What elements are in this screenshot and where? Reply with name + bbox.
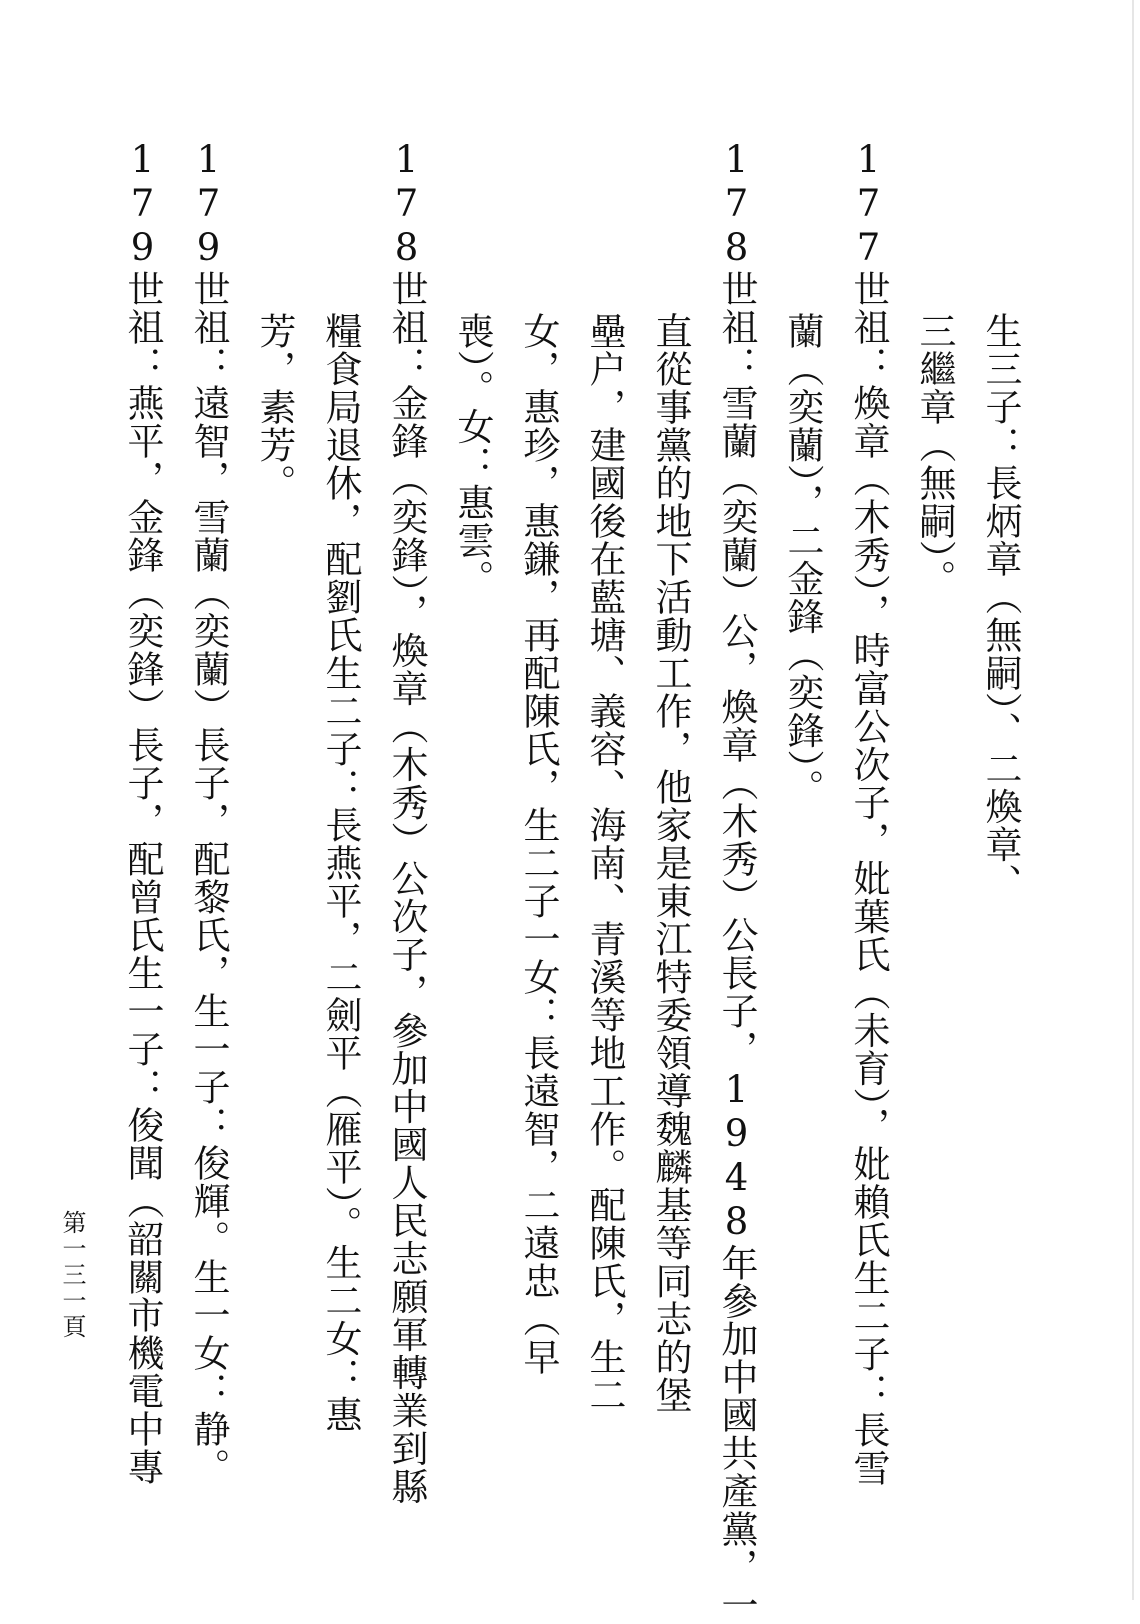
text-column-4: 蘭（奕蘭），二金鋒（奕鋒）。 — [781, 312, 824, 807]
text-column-3: 177世祖：煥章（木秀），時富公次子，妣葉氏（未育），妣賴氏生二子：長雪 — [847, 138, 890, 1487]
text-column-12: 芳，素芳。 — [253, 312, 296, 502]
text-column-8: 女，惠珍，惠鎌，再配陳氏，生二子一女：長遠智，二遠忠（早 — [517, 312, 560, 1376]
text-column-7: 壘户，建國後在藍塘、義容、海南、青溪等地工作。配陳氏，生二 — [583, 312, 626, 1414]
text-column-6: 直從事黨的地下活動工作，他家是東江特委領導魏麟基等同志的堡 — [649, 312, 692, 1414]
text-column-10: 178世祖：金鋒（奕鋒），煥章（木秀）公次子，參加中國人民志願軍轉業到縣 — [385, 138, 428, 1506]
scan-edge-line — [1132, 0, 1134, 1600]
text-column-14: 179世祖：燕平，金鋒（奕鋒）長子，配曾氏生一子：俊聞（韶關市機電中專 — [121, 138, 164, 1486]
text-column-13: 179世祖：遠智，雪蘭（奕蘭）長子，配黎氏，生一子：俊輝。生一女：静。 — [187, 138, 230, 1486]
text-column-5: 178世祖：雪蘭（奕蘭）公，煥章（木秀）公長子，1948年參加中國共產黨，一 — [715, 138, 758, 1624]
text-column-9: 喪）。女：惠雲。 — [451, 312, 494, 598]
text-column-2: 三繼章（無嗣）。 — [913, 312, 956, 598]
text-column-11: 糧食局退休，配劉氏生二子：長燕平，二劍平（雁平）。生二女：惠 — [319, 312, 362, 1434]
text-column-1: 生三子：長炳章（無嗣）、二煥章、 — [979, 312, 1022, 902]
page-number: 第一三一頁 — [58, 1210, 86, 1340]
